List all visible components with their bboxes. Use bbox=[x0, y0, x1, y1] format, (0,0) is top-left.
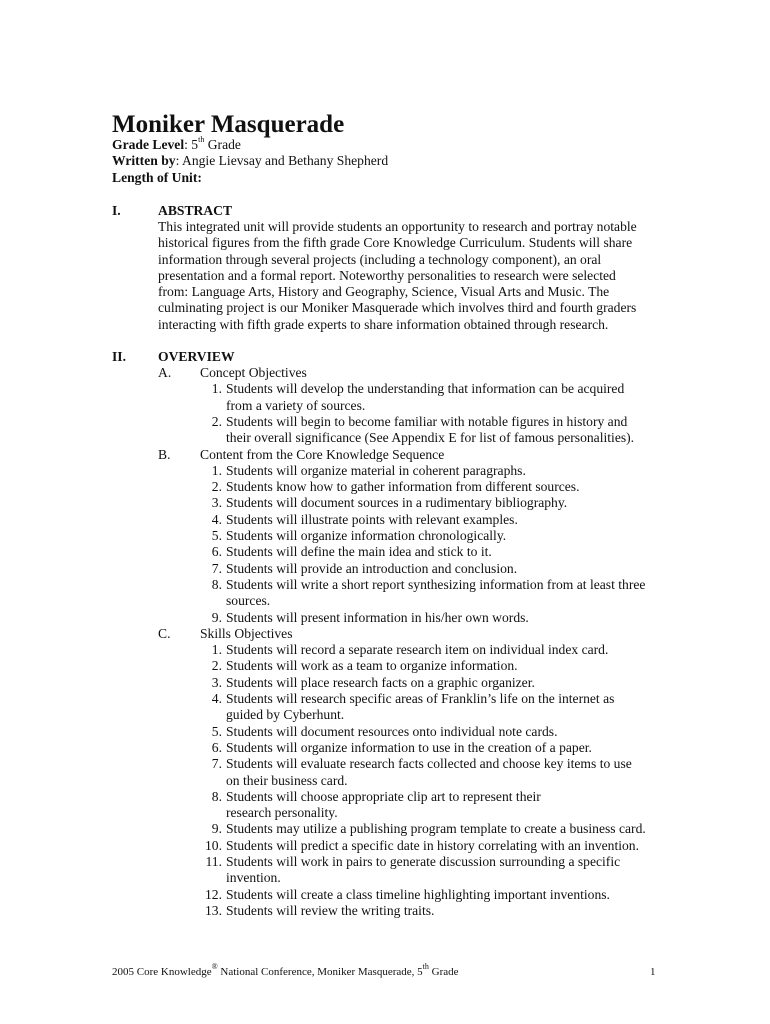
list-item-text: Students will work as a team to organize information. bbox=[226, 658, 518, 674]
list-item-number: 1. bbox=[211, 381, 222, 397]
list-item-number: 5. bbox=[211, 723, 222, 739]
list-item-text: Students will organize information to use in the creation of a paper. bbox=[226, 739, 592, 755]
list-item-number: 6. bbox=[211, 739, 222, 755]
list-item-text-continued: on their business card. bbox=[226, 772, 348, 788]
grade-level-line: Grade Level: 5th Grade bbox=[112, 135, 241, 152]
subsection-a-title: Concept Objectives bbox=[200, 365, 307, 380]
list-item-text: Students will organize material in coherent paragraphs. bbox=[226, 462, 526, 478]
list-item-text: Students may utilize a publishing program template to create a business card. bbox=[226, 821, 646, 837]
abstract-line: historical figures from the fifth grade Core Knowledge Curriculum. Students will share bbox=[158, 235, 633, 251]
list-item-text: Students will define the main idea and stick to it. bbox=[226, 544, 492, 560]
list-item-text: Students will predict a specific date in history correlating with an invention. bbox=[226, 837, 639, 853]
list-item-number: 6. bbox=[211, 544, 222, 560]
written-by-line: Written by: Angie Lievsay and Bethany Shepherd bbox=[112, 153, 389, 168]
list-item-number: 7. bbox=[211, 560, 222, 576]
abstract-paragraph bbox=[158, 219, 658, 333]
subsection-a-letter: A. bbox=[158, 365, 172, 380]
list-item-number: 1. bbox=[211, 462, 222, 478]
abstract-line: This integrated unit will provide students an opportunity to research and portray notable bbox=[158, 219, 637, 234]
abstract-line: from: Language Arts, History and Geography, Science, Visual Arts and Music. The bbox=[158, 284, 610, 300]
list-item-number: 7. bbox=[211, 756, 222, 772]
list-item-number: 9. bbox=[211, 821, 222, 837]
list-item-text: Students will choose appropriate clip art to represent their bbox=[226, 788, 541, 804]
list-item-number: 13. bbox=[205, 902, 222, 918]
footer-grade-sup: th bbox=[422, 962, 429, 972]
list-item-number: 3. bbox=[211, 674, 222, 690]
section-2-heading: OVERVIEW bbox=[158, 349, 235, 364]
list-item-number: 3. bbox=[211, 495, 222, 511]
list-item-number: 2. bbox=[211, 658, 222, 674]
list-item-text-continued: guided by Cyberhunt. bbox=[226, 707, 345, 723]
list-item-text: Students will illustrate points with relevant examples. bbox=[226, 511, 518, 527]
list-item-text-continued: research personality. bbox=[226, 805, 338, 821]
list-item-text: Students will develop the understanding that information can be acquired bbox=[226, 381, 625, 397]
subsection-b-title: Content from the Core Knowledge Sequence bbox=[200, 446, 445, 462]
list-item-number: 9. bbox=[211, 609, 222, 625]
list-item-number: 8. bbox=[211, 576, 222, 592]
list-item-text: Students will begin to become familiar with notable figures in history and bbox=[226, 413, 628, 429]
list-item-number: 12. bbox=[205, 886, 222, 902]
section-1-heading: ABSTRACT bbox=[158, 203, 233, 218]
list-item-text: Students will review the writing traits. bbox=[226, 902, 435, 918]
list-item-text: Students will document sources in a rudimentary bibliography. bbox=[226, 495, 568, 511]
abstract-line: interacting with fifth grade experts to share information obtained through research. bbox=[158, 316, 609, 332]
list-item-text: Students will research specific areas of Franklin’s life on the internet as bbox=[226, 691, 615, 706]
list-item-number: 2. bbox=[211, 479, 222, 495]
abstract-line: information through several projects (including a technology component), an oral bbox=[158, 251, 602, 267]
list-item-text: Students will work in pairs to generate discussion surrounding a specific bbox=[226, 854, 621, 869]
list-item-text-continued: their overall significance (See Appendix E for list of famous personalities). bbox=[226, 430, 635, 446]
document-title: Moniker Masquerade bbox=[112, 111, 345, 138]
list-item-text: Students will record a separate research item on individual index card. bbox=[226, 642, 609, 658]
section-1-numeral: I. bbox=[112, 203, 121, 218]
list-item-text: Students will organize information chronologically. bbox=[226, 528, 507, 543]
list-item-number: 2. bbox=[211, 413, 222, 429]
list-item-number: 4. bbox=[211, 691, 222, 706]
length-of-unit-label: Length of Unit: bbox=[112, 170, 202, 185]
list-item-text: Students will provide an introduction and conclusion. bbox=[226, 560, 518, 576]
footer-text-start: 2005 Core Knowledge bbox=[112, 966, 212, 978]
written-by-value: Angie Lievsay and Bethany Shepherd bbox=[182, 153, 389, 168]
list-item-number: 8. bbox=[211, 788, 222, 804]
footer-registered-mark: ® bbox=[211, 962, 218, 972]
list-item-number: 1. bbox=[211, 642, 222, 658]
subsection-c-title: Skills Objectives bbox=[200, 625, 293, 641]
list-item-text: Students will write a short report synthesizing information from at least three bbox=[226, 576, 646, 592]
list-item-text-continued: sources. bbox=[226, 593, 271, 609]
grade-level-sup: th bbox=[198, 135, 205, 145]
list-item-number: 5. bbox=[211, 528, 222, 543]
grade-level-value: 5 bbox=[191, 137, 199, 152]
abstract-line: culminating project is our Moniker Masquerade which involves third and fourth graders bbox=[158, 300, 637, 316]
list-item-text: Students know how to gather information from different sources. bbox=[226, 479, 580, 495]
page-footer bbox=[112, 962, 459, 979]
list-item-text: Students will evaluate research facts collected and choose key items to use bbox=[226, 756, 632, 772]
page-number: 1 bbox=[650, 966, 656, 978]
list-item-text: Students will present information in his/her own words. bbox=[226, 609, 529, 625]
list-item-text: Students will create a class timeline highlighting important inventions. bbox=[226, 886, 610, 902]
footer-text-end: Grade bbox=[428, 966, 459, 978]
list-item-text-continued: invention. bbox=[226, 870, 281, 886]
list-item-number: 11. bbox=[205, 854, 222, 869]
length-of-unit-line bbox=[112, 170, 202, 186]
grade-level-label: Grade Level bbox=[112, 137, 185, 152]
footer-text-middle: National Conference, Moniker Masquerade, 5 bbox=[217, 966, 423, 978]
written-by-label: Written by bbox=[112, 153, 176, 168]
list-item-number: 4. bbox=[211, 511, 222, 527]
grade-level-suffix: Grade bbox=[204, 137, 241, 152]
list-item-number: 10. bbox=[205, 837, 222, 853]
list-item-text-continued: from a variety of sources. bbox=[226, 397, 366, 413]
list-item-text: Students will place research facts on a graphic organizer. bbox=[226, 674, 535, 690]
abstract-line: presentation and a formal report. Noteworthy personalities to research were selected bbox=[158, 267, 616, 283]
subsection-b-letter: B. bbox=[158, 446, 171, 462]
section-2-numeral: II. bbox=[112, 349, 126, 364]
list-item-text: Students will document resources onto individual note cards. bbox=[226, 723, 558, 739]
subsection-c-letter: C. bbox=[158, 625, 171, 641]
